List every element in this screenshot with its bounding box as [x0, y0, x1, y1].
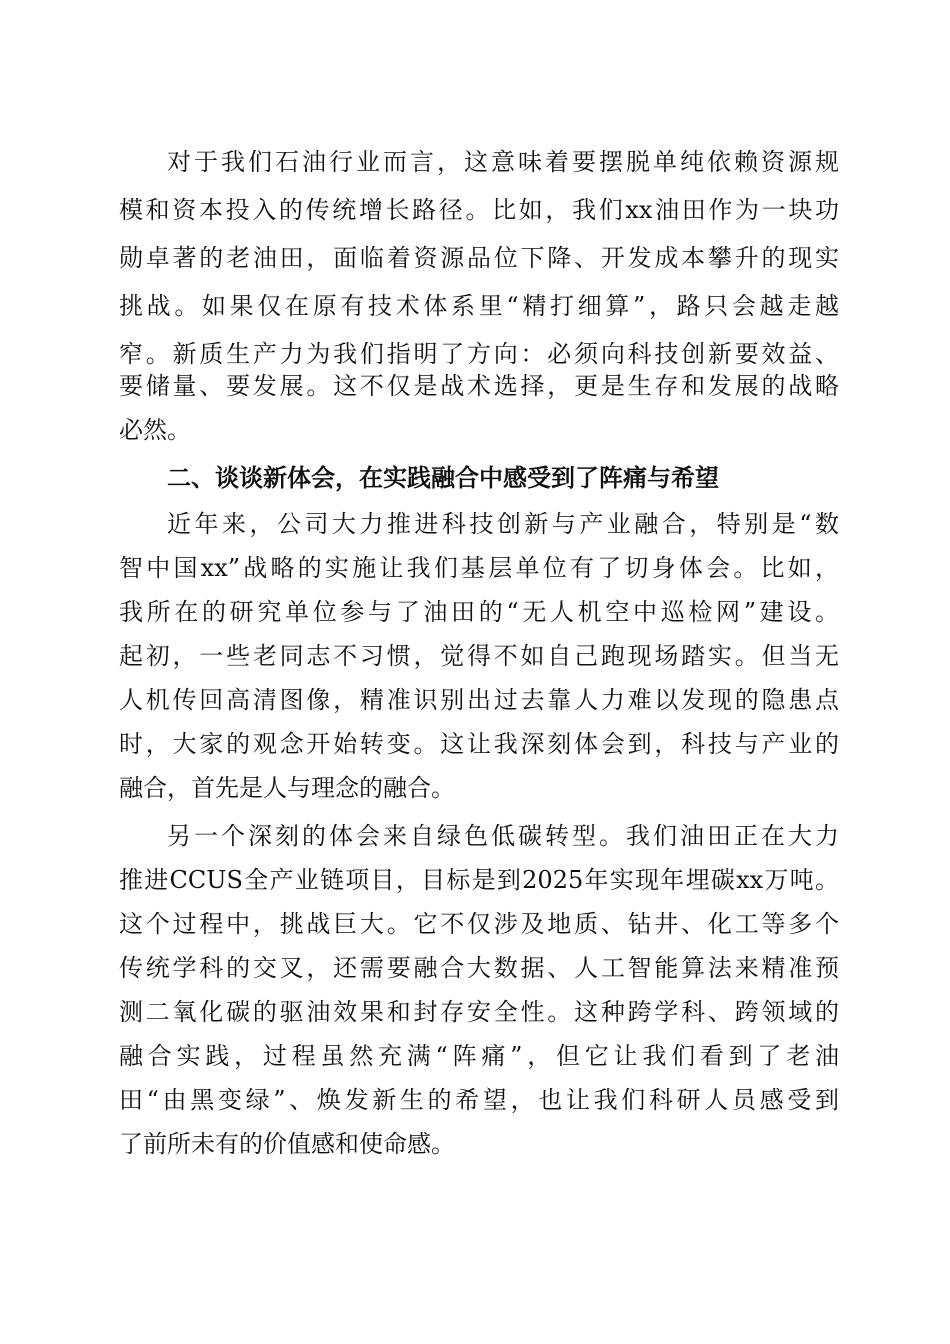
paragraph-line: 智中国xx”战略的实施让我们基层单位有了切身体会。比如，: [119, 554, 839, 582]
paragraph-line: 我所在的研究单位参与了油田的“无人机空中巡检网”建设。: [119, 598, 839, 626]
paragraph-line: 推进CCUS全产业链项目，目标是到2025年实现年埋碳xx万吨。: [119, 866, 839, 894]
paragraph-line: 模和资本投入的传统增长路径。比如，我们xx油田作为一块功: [119, 196, 839, 224]
paragraph-line: 人机传回高清图像，精准识别出过去靠人力难以发现的隐患点: [119, 686, 839, 714]
paragraph-line: 传统学科的交叉，还需要融合大数据、人工智能算法来精准预: [119, 954, 839, 982]
paragraph-line: 融合实践，过程虽然充满“阵痛”，但它让我们看到了老油: [119, 1042, 839, 1070]
paragraph-line: 另一个深刻的体会来自绿色低碳转型。我们油田正在大力: [167, 822, 839, 850]
paragraph-line: 必然。: [119, 416, 191, 444]
paragraph-line: 测二氧化碳的驱油效果和封存安全性。这种跨学科、跨领域的: [119, 998, 839, 1026]
paragraph-line: 近年来，公司大力推进科技创新与产业融合，特别是“数: [167, 510, 839, 538]
paragraph-line: 对于我们石油行业而言，这意味着要摆脱单纯依赖资源规: [167, 148, 839, 176]
paragraph-line: 了前所未有的价值感和使命感。: [119, 1130, 455, 1158]
paragraph-line: 这个过程中，挑战巨大。它不仅涉及地质、钻井、化工等多个: [119, 910, 839, 938]
paragraph-line: 田“由黑变绿”、焕发新生的希望，也让我们科研人员感受到: [119, 1086, 839, 1114]
paragraph-line: 窄。新质生产力为我们指明了方向：必须向科技创新要效益、: [119, 340, 839, 368]
paragraph-line: 要储量、要发展。这不仅是战术选择，更是生存和发展的战略: [119, 372, 839, 400]
paragraph-line: 勋卓著的老油田，面临着资源品位下降、开发成本攀升的现实: [119, 244, 839, 272]
paragraph-line: 融合，首先是人与理念的融合。: [119, 774, 455, 802]
section-heading: 二、谈谈新体会，在实践融合中感受到了阵痛与希望: [167, 464, 719, 492]
paragraph-line: 挑战。如果仅在原有技术体系里“精打细算”，路只会越走越: [119, 292, 839, 320]
paragraph-line: 起初，一些老同志不习惯，觉得不如自己跑现场踏实。但当无: [119, 642, 839, 670]
paragraph-line: 时，大家的观念开始转变。这让我深刻体会到，科技与产业的: [119, 730, 839, 758]
